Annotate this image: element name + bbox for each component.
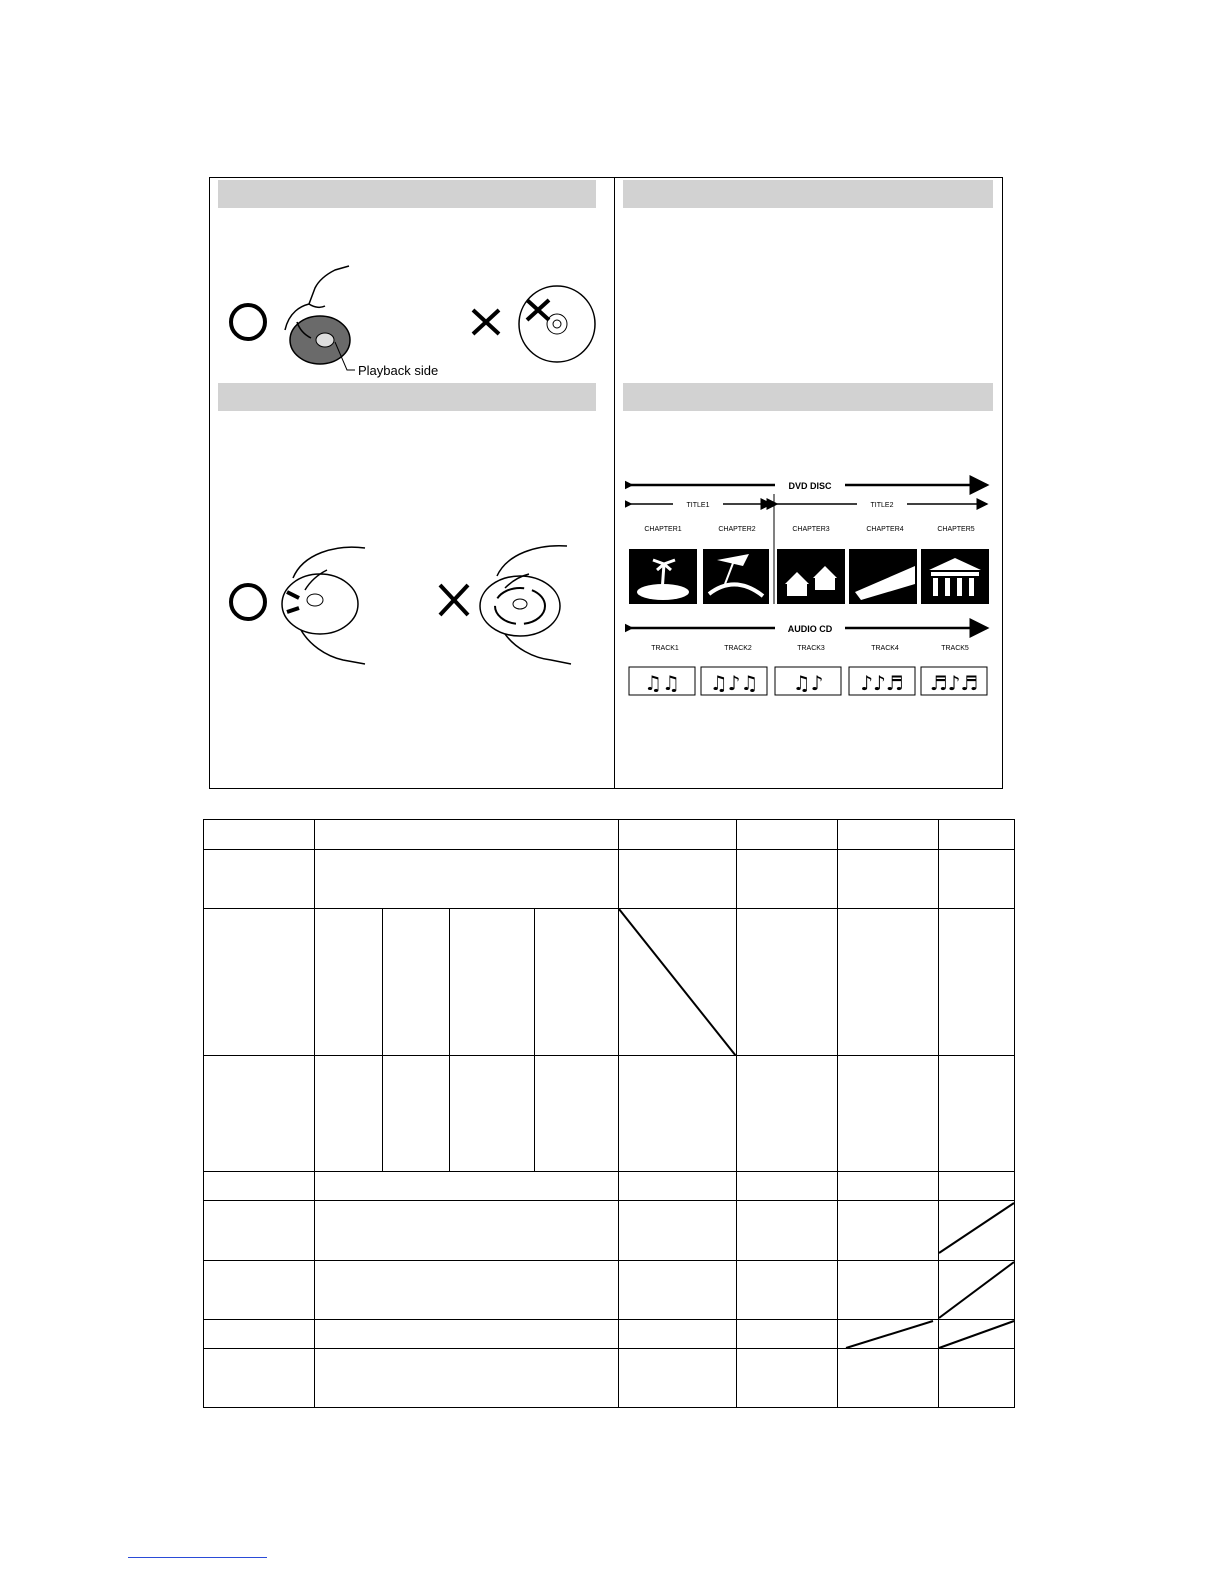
chapter-label: CHAPTER1 — [644, 526, 682, 533]
chapter-label: CHAPTER3 — [792, 526, 830, 533]
footer-link-underline[interactable] — [128, 1557, 267, 1558]
panel-divider — [614, 177, 615, 789]
disc-cleaning-illustration — [215, 540, 605, 665]
svg-text:♫♫: ♫♫ — [644, 671, 680, 695]
disc-structure-diagram — [625, 474, 993, 700]
panel-header-bar-storage — [623, 180, 993, 208]
svg-text:♫♪♫: ♫♪♫ — [709, 671, 759, 695]
circle-ok-icon — [231, 305, 265, 339]
cross-wrong-icon — [473, 310, 499, 334]
chapter-label: CHAPTER5 — [937, 526, 975, 533]
specification-table — [203, 819, 1015, 1408]
audio-cd-label: AUDIO CD — [787, 624, 833, 634]
circle-ok-icon — [231, 585, 265, 619]
dvd-disc-label: DVD DISC — [788, 481, 832, 491]
track-label: TRACK2 — [724, 645, 752, 652]
cross-wrong-icon — [440, 585, 468, 615]
chapter-label: CHAPTER2 — [718, 526, 756, 533]
track-label: TRACK5 — [941, 645, 969, 652]
disc-handling-illustration — [215, 262, 610, 380]
title-label: TITLE2 — [870, 502, 894, 509]
title-label: TITLE1 — [686, 502, 710, 509]
panel-header-bar-handling — [218, 180, 596, 208]
track-label: TRACK1 — [651, 645, 679, 652]
track-label: TRACK3 — [797, 645, 825, 652]
panel-header-bar-cleaning — [218, 383, 596, 411]
svg-text:♪♪♬: ♪♪♬ — [860, 671, 904, 695]
track-label: TRACK4 — [871, 645, 899, 652]
playback-side-label: Playback side — [358, 363, 439, 378]
svg-text:♫♪: ♫♪ — [792, 671, 824, 695]
chapter-label: CHAPTER4 — [866, 526, 904, 533]
svg-text:♬♪♬: ♬♪♬ — [929, 671, 979, 695]
panel-header-bar-structure — [623, 383, 993, 411]
